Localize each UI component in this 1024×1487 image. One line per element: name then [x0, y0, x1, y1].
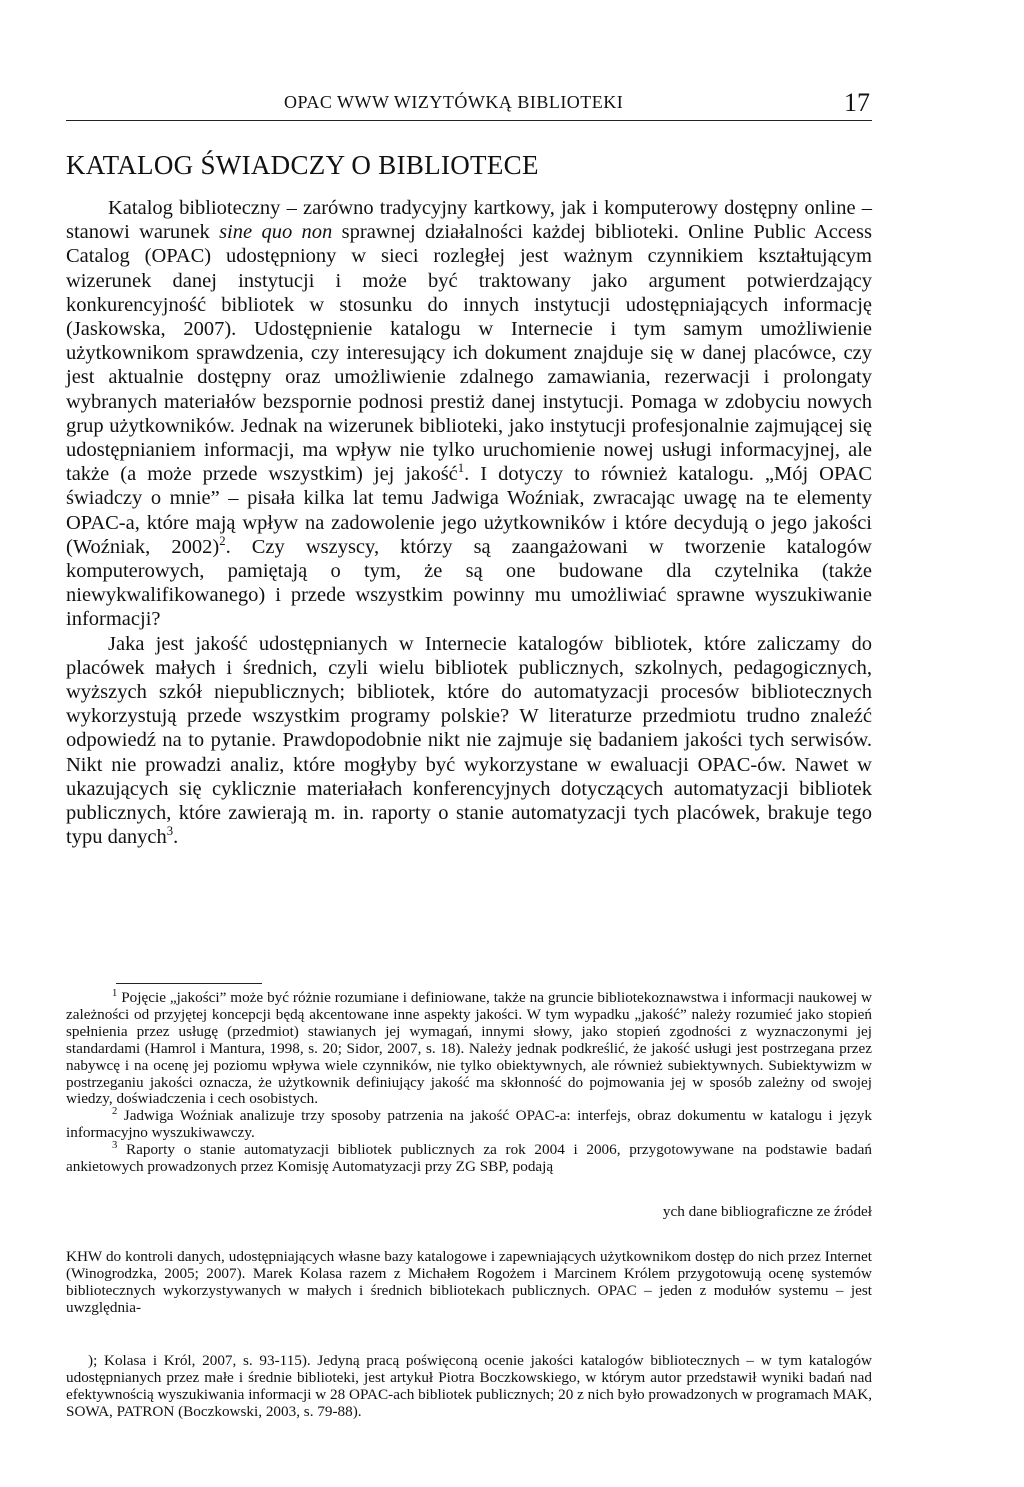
fragment-start: )	[88, 1352, 94, 1369]
text-run: Katalog biblioteczny – zarówno tradycyjny kartkowy, jak i komputerowy dostępny online – stanowi warunek	[66, 197, 872, 244]
body-text	[66, 196, 872, 849]
footnote-3	[66, 1142, 872, 1176]
text-run: . Czy wszyscy, którzy są zaangażowani w tworzenie katalogów komputerowych, pamiętają o tym, że są one budowane dla czytelnika (także niewykwalifikowanego) i przede wszystkim powinny mu umożliwiać sprawne wyszukiwanie informacji?	[66, 535, 872, 631]
italic-phrase: sine quo non	[219, 221, 333, 244]
footnote-text: ; Kolasa i Król, 2007, s. 93-115). Jedyną pracą poświęconą ocenie jakości katalogów bibliotecznych – w tym katalogów udostępnianych przez małe i średnie biblioteki, jest artykuł Piotra Boczkowskiego, w którym autor przedstawił wyniki badań nad efektywnością wyszukiwania informacji w 28 OPAC-ach bibliotek publicznych; 20 z nich było prowadzonych w programach MAK, SOWA, PATRON (Boczkowski, 2003, s. 79-88).	[66, 1352, 872, 1420]
footnote-ref-2: 2	[219, 534, 226, 549]
footnote-1	[66, 987, 872, 1108]
page-number: 17	[844, 88, 870, 117]
footnote-fragment: ych dane bibliograficzne ze źródeł	[662, 1203, 872, 1220]
footnote-text: Pojęcie „jakości” może być różnie rozumiane i definiowane, także na gruncie bibliotekoznawstwa i informacji naukowej w zależności od przyjętej koncepcji będą akcentowane inne aspekty jakości. W tym wypadku „jakość” należy rozumieć jako stopień spełnienia przez usługę (przedmiot) stawianych jej wymagań, innymi słowy, jako stopień zgodności z wyznaczonymi jej standardami (Hamrol i Mantura, 1998, s. 20; Sidor, 2007, s. 18). Należy jednak podkreślić, że jakość usługi jest postrzegana przez nabywcę i na ocenę jej poziomu wpływa wiele czynników, nie tylko obiektywnych, ale również subiektywnych. Subiektywizm w postrzeganiu jakości oznacza, że użytkownik definiujący jakość ma skłonność do pojmowania jej w sposób zależny od swojej wiedzy, doświadczenia i cech osobistych.	[66, 989, 872, 1108]
running-title: OPAC WWW WIZYTÓWKĄ BIBLIOTEKI	[284, 92, 624, 112]
footnote-2	[66, 1108, 872, 1142]
footnote-mark: 3	[112, 1140, 118, 1152]
footnote-continuation: KHW do kontroli danych, udostępniających własne bazy katalogowe i zapewniających użytkownikom dostęp do nich przez Internet (Winogrodzka, 2005; 2007). Marek Kolasa razem z Michałem Rogożem i Marcinem Królem przygotowują ocenę systemów bibliotecznych wykorzystywanych w małych i średnich bibliotekach publicznych. OPAC – jeden z modułów systemu – jest uwzględnia-	[66, 1248, 872, 1316]
footnote-mark: 1	[112, 987, 118, 999]
footnote-ref-1: 1	[457, 461, 465, 476]
footnote-continuation-2	[66, 1353, 872, 1421]
text-run: sprawnej działalności każdej biblioteki. Online Public Access Catalog (OPAC) udostępniony w sieci rozległej jest ważnym czynnikiem kształtującym wizerunek danej instytucji i może być traktowany jako argument potwierdzający konkurencyjność bibliotek w stosunku do innych instytucji udostępniających informację (Jaskowska, 2007). Udostępnienie katalogu w Internecie i tym samym umożliwienie użytkownikom sprawdzenia, czy interesujący ich dokument znajduje się w danej placówce, czy jest aktualnie dostępny oraz umożliwienie zdalnego zamawiania, rezerwacji i prolongaty wybranych materiałów bezspornie podnosi prestiż danej instytucji. Pomaga w zdobyciu nowych grup użytkowników. Jednak na wizerunek biblioteki, jako instytucji profesjonalnie zajmującej się udostępnianiem informacji, ma wpływ nie tylko uruchomienie nowej usługi informacyjnej, ale także (a może przede wszystkim) jej jakość	[66, 221, 872, 486]
paragraph	[66, 632, 872, 850]
text-run: Jaka jest jakość udostępnianych w Internecie katalogów bibliotek, które zaliczamy do placówek małych i średnich, czyli wielu bibliotek publicznych, szkolnych, pedagogicznych, wyższych szkół niepublicznych; bibliotek, które do automatyzacji procesów bibliotecznych wykorzystują przede wszystkim programy polskie? W literaturze przedmiotu trudno znaleźć odpowiedź na to pytanie. Prawdopodobnie nikt nie zajmuje się badaniem jakości tych serwisów. Nikt nie prowadzi analiz, które mogłyby być wykorzystane w ewaluacji OPAC-ów. Nawet w ukazujących się cyklicznie materiałach konferencyjnych dotyczących automatyzacji bibliotek publicznych, które zawierają m. in. raporty o stanie automatyzacji tych placówek, brakuje tego typu danych	[66, 632, 872, 849]
text-run: .	[173, 826, 179, 849]
section-heading: KATALOG ŚWIADCZY O BIBLIOTECE	[66, 150, 539, 180]
text-run: . I dotyczy to również katalogu. „Mój OPAC świadczy o mnie” – pisała kilka lat temu Jadwiga Woźniak, zwracając uwagę na te elementy OPAC-a, które mają wpływ na zadowolenie jego użytkowników i które decydują o jego jakości (Woźniak, 2002)	[66, 463, 872, 558]
footnote-text: Jadwiga Woźniak analizuje trzy sposoby patrzenia na jakość OPAC-a: interfejs, obraz dokumentu w katalogu i język informacyjno wyszukiwawczy.	[66, 1107, 872, 1142]
footnote-rule	[116, 983, 262, 984]
footnote-mark: 2	[112, 1106, 118, 1118]
running-head	[66, 88, 872, 121]
footnote-ref-3: 3	[166, 824, 174, 839]
footnote-text: Raporty o stanie automatyzacji bibliotek publicznych za rok 2004 i 2006, przygotowywane na podstawie badań ankietowych prowadzonych przez Komisję Automatyzacji przy ZG SBP, podają	[66, 1141, 872, 1176]
paragraph	[66, 196, 872, 632]
footnotes	[66, 987, 872, 1176]
